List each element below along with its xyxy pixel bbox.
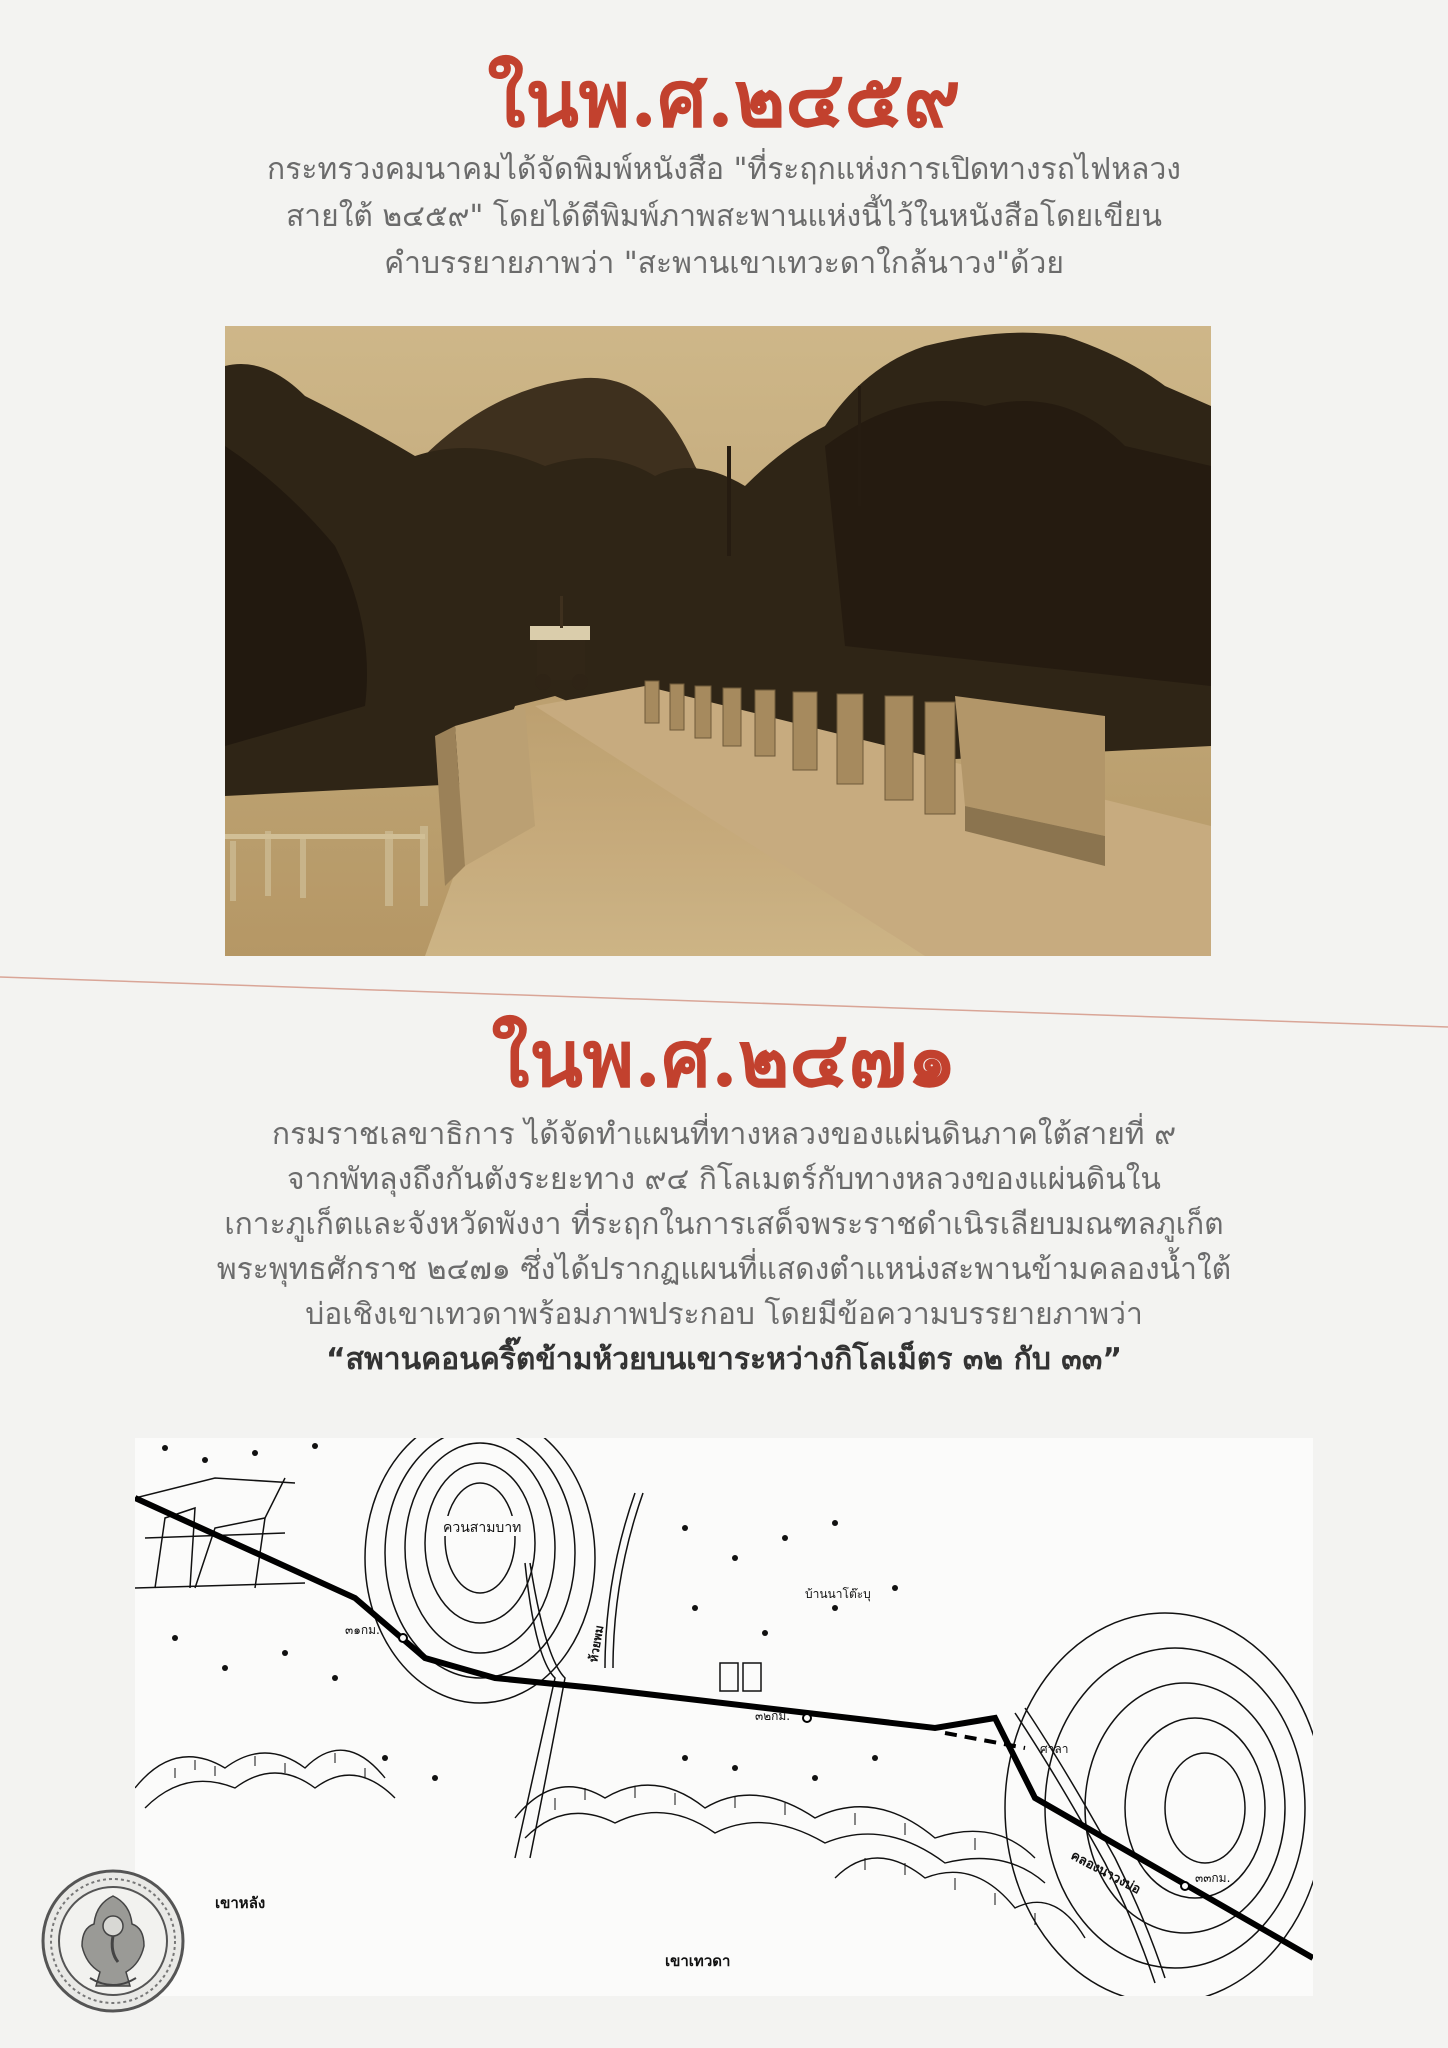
label-khao-lang: เขาหลัง — [215, 1894, 266, 1912]
intro-paragraph-2471 — [80, 1112, 1368, 1382]
text-line: สายใต้ ๒๔๕๙" โดยได้ตีพิมพ์ภาพสะพานแห่งนี้ไว้ในหนังสือโดยเขียน — [285, 199, 1163, 234]
ganesha-seal-icon — [40, 1868, 186, 2014]
text-line: จากพัทลุงถึงกันตังระยะทาง ๙๔ กิโลเมตร์กับทางหลวงของแผ่นดินใน — [287, 1162, 1161, 1197]
label-stream: ห้วยพม — [586, 1624, 607, 1664]
text-line: กรมราชเลขาธิการ ได้จัดทำแผนที่ทางหลวงของแผ่นดินภาคใต้สายที่ ๙ — [271, 1117, 1177, 1152]
label-km: ๓๓กม. — [1195, 1871, 1231, 1885]
text-line: กระทรวงคมนาคมได้จัดพิมพ์หนังสือ "ที่ระฤกแห่งการเปิดทางรถไฟหลวง — [267, 152, 1181, 187]
heading-2471: ในพ.ศ.๒๔๗๑ — [491, 1014, 957, 1105]
label-khao-thewada: เขาเทวดา — [665, 1952, 731, 1970]
heading-2459: ในพ.ศ.๒๔๕๙ — [487, 54, 961, 145]
historic-road-map — [135, 1438, 1313, 1996]
label-khlong: คลองนาวงบ่อ — [1068, 1848, 1143, 1898]
text-line: เกาะภูเก็ตและจังหวัดพังงา ที่ระฤกในการเสด็จพระราชดำเนิรเลียบมณฑลภูเก็ต — [224, 1207, 1224, 1242]
label-peak: ควนสามบาท — [443, 1520, 522, 1536]
text-line: พระพุทธศักราช ๒๔๗๑ ซึ่งได้ปรากฏแผนที่แสดงตำแหน่งสะพานข้ามคลองน้ำใต้ — [216, 1252, 1232, 1287]
map-caption: “สพานคอนคริ๊ตข้ามห้วยบนเขาระหว่างกิโลเม็ตร ๓๒ กับ ๓๓” — [325, 1342, 1123, 1377]
label-sala: ศาลา — [1040, 1742, 1069, 1756]
text-line: คำบรรยายภาพว่า "สะพานเขาเทวะดาใกล้นาวง"ด้วย — [384, 246, 1064, 281]
text-line: บ่อเชิงเขาเทวดาพร้อมภาพประกอบ โดยมีข้อความบรรยายภาพว่า — [305, 1297, 1143, 1332]
label-km: ๓๑กม. — [345, 1623, 380, 1637]
label-village: บ้านนาโต๊ะบุ — [805, 1587, 871, 1601]
label-km: ๓๒กม. — [755, 1709, 791, 1723]
